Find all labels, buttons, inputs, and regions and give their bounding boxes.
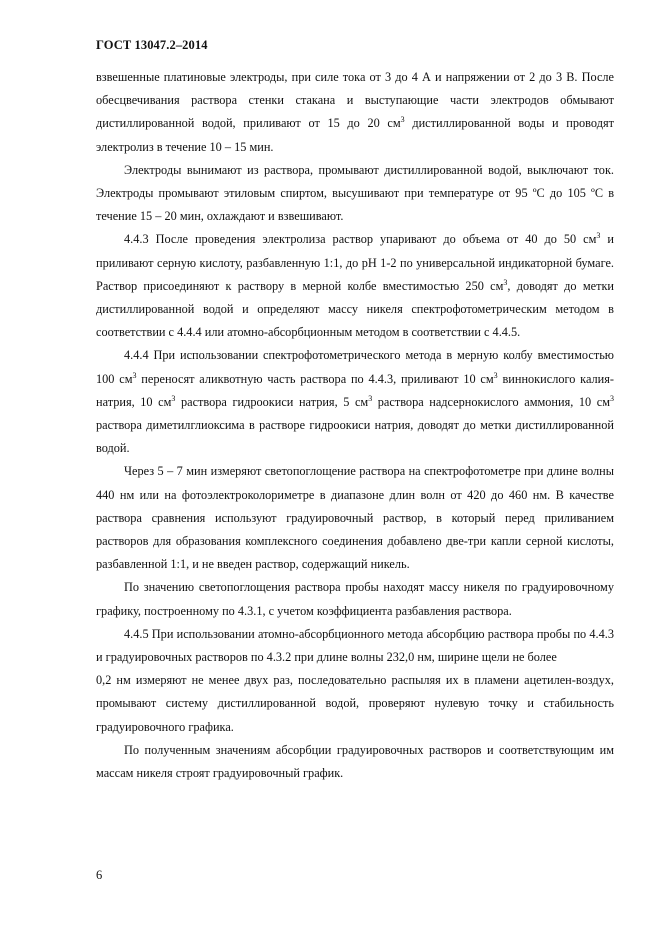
text-run: переносят аликвотную часть раствора по 4.4.3, приливают 10 см xyxy=(136,371,494,386)
text-run: раствора диметилглиоксима в растворе гидроокиси натрия, доводят до метки дистиллированной водой. xyxy=(96,418,614,456)
text-run: виннокислого калия-натрия, 10 см xyxy=(96,371,614,409)
text-run: 4.4.3 После проведения электролиза раствор упаривают до объема от 40 до 50 см xyxy=(124,232,597,247)
document-body xyxy=(96,66,614,785)
superscript: 3 xyxy=(610,393,614,403)
paragraph xyxy=(96,460,614,576)
paragraph xyxy=(96,739,614,785)
text-run: дистиллированной воды и проводят электролиз в течение 10 – 15 мин. xyxy=(96,116,614,154)
document-code-header: ГОСТ 13047.2–2014 xyxy=(96,38,208,52)
paragraph-4-4-5 xyxy=(96,623,614,669)
text-run: 4.4.5 При использовании атомно-абсорбционного метода абсорбцию раствора пробы по 4.4.3 и градуировочных растворов по 4.3.2 при длине волны 232,0 нм, ширине щели не более xyxy=(96,626,614,665)
superscript: 3 xyxy=(171,393,176,403)
superscript: 3 xyxy=(368,393,373,403)
text-run: , доводят до метки дистиллированной водой и определяют массу никеля спектрофотометрическим методом в соответствии с 4.4.4 или атомно-абсорбционным методом в соответствии с 4.4.5. xyxy=(96,278,615,340)
text-run: взвешенные платиновые электроды, при силе тока от 3 до 4 А и напряжении от 2 до 3 В. После обесцвечивания раствора стенки стакана и выступающие части электродов обмывают дистиллированной водой, приливают от 15 до 20 см xyxy=(96,70,614,131)
superscript: 3 xyxy=(132,370,137,380)
paragraph xyxy=(96,159,614,229)
text-run: 0,2 нм измеряют не менее двух раз, последовательно распыляя их в пламени ацетилен-воздух, промывают систему дистиллированной водой, проверяют нулевую точку и стабильность градуировочного графика. xyxy=(96,673,614,734)
paragraph-4-4-4 xyxy=(96,344,614,460)
superscript: 3 xyxy=(596,231,601,241)
paragraph-4-4-3 xyxy=(96,228,614,344)
superscript: 3 xyxy=(400,115,405,125)
superscript: 3 xyxy=(503,277,508,287)
paragraph xyxy=(96,66,614,159)
text-run: По значению светопоглощения раствора пробы находят массу никеля по градуировочному графику, построенному по 4.3.1, с учетом коэффициента разбавления раствора. xyxy=(96,580,614,618)
text-run: По полученным значениям абсорбции градуировочных растворов и соответствующим им массам никеля строят градуировочный график. xyxy=(96,742,614,781)
paragraph xyxy=(96,576,614,622)
text-run: Электроды вынимают из раствора, промывают дистиллированной водой, выключают ток. Электроды промывают этиловым спиртом, высушивают при температуре от 95 ºС до 105 ºС в течение 15 – 20 мин, охлаждают и взвешивают. xyxy=(96,162,614,224)
text-run: 4.4.4 При использовании спектрофотометрического метода в мерную колбу вместимостью 100 см xyxy=(96,348,614,386)
text-run: раствора надсернокислого аммония, 10 см xyxy=(372,394,610,409)
text-run: и приливают серную кислоту, разбавленную 1:1, до рН 1-2 по универсальной индикаторной бумаге. Раствор присоединяют к раствору в мерной колбе вместимостью 250 см xyxy=(96,232,614,293)
paragraph xyxy=(96,669,614,739)
text-run: Через 5 – 7 мин измеряют светопоглощение раствора на спектрофотометре при длине волны 440 нм или на фотоэлектроколориметре в диапазоне длин волн от 420 до 460 нм. В качестве раствора сравнения используют градуировочный раствор, в который перед приливанием растворов для образования комплексного соединения добавлено две-три капли серной кислоты, разбавленной 1:1, и не введен раствор, содержащий никель. xyxy=(96,464,614,572)
text-run: раствора гидроокиси натрия, 5 см xyxy=(175,394,369,409)
superscript: 3 xyxy=(493,370,498,380)
page-number: 6 xyxy=(96,868,103,882)
